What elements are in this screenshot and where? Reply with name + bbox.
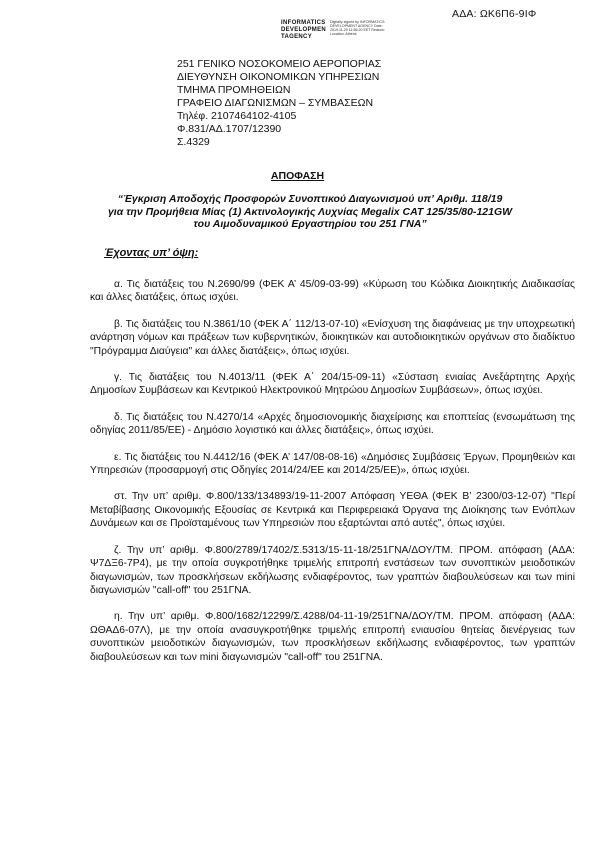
consideration-item: η. Την υπ’ αριθμ. Φ.800/1682/12299/Σ.4288/04-11-19/251ΓΝΑ/ΔΟΥ/ΤΜ. ΠΡΟΜ. απόφαση (ΑΔΑ: ΩΘΑΔ6-07Λ), με την οποία ανασυγκροτήθηκε τριμελής επιτροπή ενιαυσίου θητείας διενέργειας των συνοπτικών μειοδοτικών διαγωνισμών, των προσκλήσεων εκδήλωσης ενδιαφέροντος, των γραπτών διαβουλεύσεων και των mini διαγωνισμών "call-off" του 251ΓΝΑ. <box>90 611 575 663</box>
letterhead-line: 251 ΓΕΝΙΚΟ ΝΟΣΟΚΟΜΕΙΟ ΑΕΡΟΠΟΡΙΑΣ <box>177 58 382 70</box>
consideration-item: στ. Την υπ’ αριθμ. Φ.800/133/134893/19-11-2007 Απόφαση ΥΕΘΑ (ΦΕΚ Β’ 2300/03-12-07) "Περί Μεταβίβασης Οικονομικής Εξουσίας σε Κεντρικά και Περιφερειακά Όργανα της Διοίκησης των Ενόπλων Δυνάμεων και σε Προϊσταμένους των Υπηρεσιών που εξαρτώνται από αυτές", όπως ισχύει. <box>90 491 575 530</box>
letterhead-line: ΓΡΑΦΕΙΟ ΔΙΑΓΩΝΙΣΜΩΝ – ΣΥΜΒΑΣΕΩΝ <box>177 97 374 109</box>
letterhead <box>177 58 381 149</box>
stamp-title-line: TAGENCY <box>281 34 312 40</box>
document-subject <box>60 193 560 231</box>
letterhead-line: Τηλέφ. 2107464102-4105 <box>177 110 297 122</box>
subject-line: του Αιμοδυναμικού Εργαστηρίου του 251 ΓΝΑ” <box>193 218 427 230</box>
digital-signature-stamp <box>281 20 385 41</box>
subject-line: για την Προμήθεια Μίας (1) Ακτινολογικής Λυχνίας Megalix CAT 125/35/80-121GW <box>107 205 513 218</box>
letterhead-line: ΤΜΗΜΑ ΠΡΟΜΗΘΕΙΩΝ <box>177 84 291 96</box>
letterhead-line: Φ.831/ΑΔ.1707/12390 <box>177 123 282 135</box>
consideration-item: δ. Τις διατάξεις του Ν.4270/14 «Αρχές δημοσιονομικής διαχείρισης και εποπτείας (ενσωμάτωση της οδηγίας 2011/85/ΕΕ) - Δημόσιο λογιστικό και άλλες διατάξεις», όπως ισχύει. <box>90 411 575 437</box>
letterhead-line: ΔΙΕΥΘΥΝΣΗ ΟΙΚΟΝΟΜΙΚΩΝ ΥΠΗΡΕΣΙΩΝ <box>177 71 380 83</box>
stamp-title-line: DEVELOPMEN <box>281 27 327 33</box>
consideration-item: ζ. Την υπ’ αριθμ. Φ.800/2789/17402/Σ.5313/15-11-18/251ΓΝΑ/ΔΟΥ/ΤΜ. ΠΡΟΜ. απόφαση (ΑΔΑ: Ψ7ΔΞ6-7Ρ4), με την οποία συγκροτήθηκε τριμελής επιτροπή ενστάσεων των συνοπτικών μειοδοτικών διαγωνισμών, των προσκλήσεων εκδήλωσης ενδιαφέροντος, των γραπτών διαβουλεύσεων και των mini διαγωνισμών "call-off" του 251ΓΝΑ. <box>90 544 575 596</box>
stamp-title-line: INFORMATICS <box>281 20 326 26</box>
consideration-item: α. Τις διατάξεις του Ν.2690/99 (ΦΕΚ Α’ 45/09-03-99) «Κύρωση του Κώδικα Διοικητικής Διαδικασίας και άλλες διατάξεις, όπως ισχύει. <box>90 279 575 304</box>
consideration-item: ε. Τις διατάξεις του Ν.4412/16 (ΦΕΚ Α’ 147/08-08-16) «Δημόσιες Συμβάσεις Έργων, Προμηθειών και Υπηρεσιών (προσαρμογή στις Οδηγίες 2014/24/ΕΕ και 2014/25/ΕΕ)», όπως ισχύει. <box>90 451 575 477</box>
considerations-list <box>90 278 575 677</box>
consideration-item: γ. Τις διατάξεις του Ν.4013/11 (ΦΕΚ Α΄ 204/15-09-11) «Σύσταση ενιαίας Ανεξάρτητης Αρχής Δημοσίων Συμβάσεων και Κεντρικού Ηλεκτρονικού Μητρώου Δημοσίων Συμβάσεων», όπως ισχύει. <box>90 372 575 397</box>
stamp-fine-print: Digitally signed by INFORMATICS DEVELOPMENT AGENCY Date: 2019.11.29 11:56:20 EET Reason: Location: Athens <box>330 20 385 36</box>
having-regard-heading: Έχοντας υπ’ όψη: <box>104 247 199 259</box>
consideration-item: β. Τις διατάξεις του Ν.3861/10 (ΦΕΚ Α΄ 112/13-07-10) «Ενίσχυση της διαφάνειας με την υποχρεωτική ανάρτηση νόμων και πράξεων των κυβερνητικών, διοικητικών και αυτοδιοικητικών οργάνων στο διαδίκτυο "Πρόγραμμα Διαύγεια" και άλλες διατάξεις», όπως ισχύει. <box>90 318 575 357</box>
stamp-title <box>281 20 326 41</box>
document-title: ΑΠΟΦΑΣΗ <box>270 170 325 182</box>
ada-code: ΑΔΑ: ΩΚ6Π6-9ΙΦ <box>452 8 537 20</box>
subject-line: “Έγκριση Αποδοχής Προσφορών Συνοπτικού Διαγωνισμού υπ’ Αριθμ. 118/19 <box>117 193 503 205</box>
letterhead-line: Σ.4329 <box>177 136 210 148</box>
